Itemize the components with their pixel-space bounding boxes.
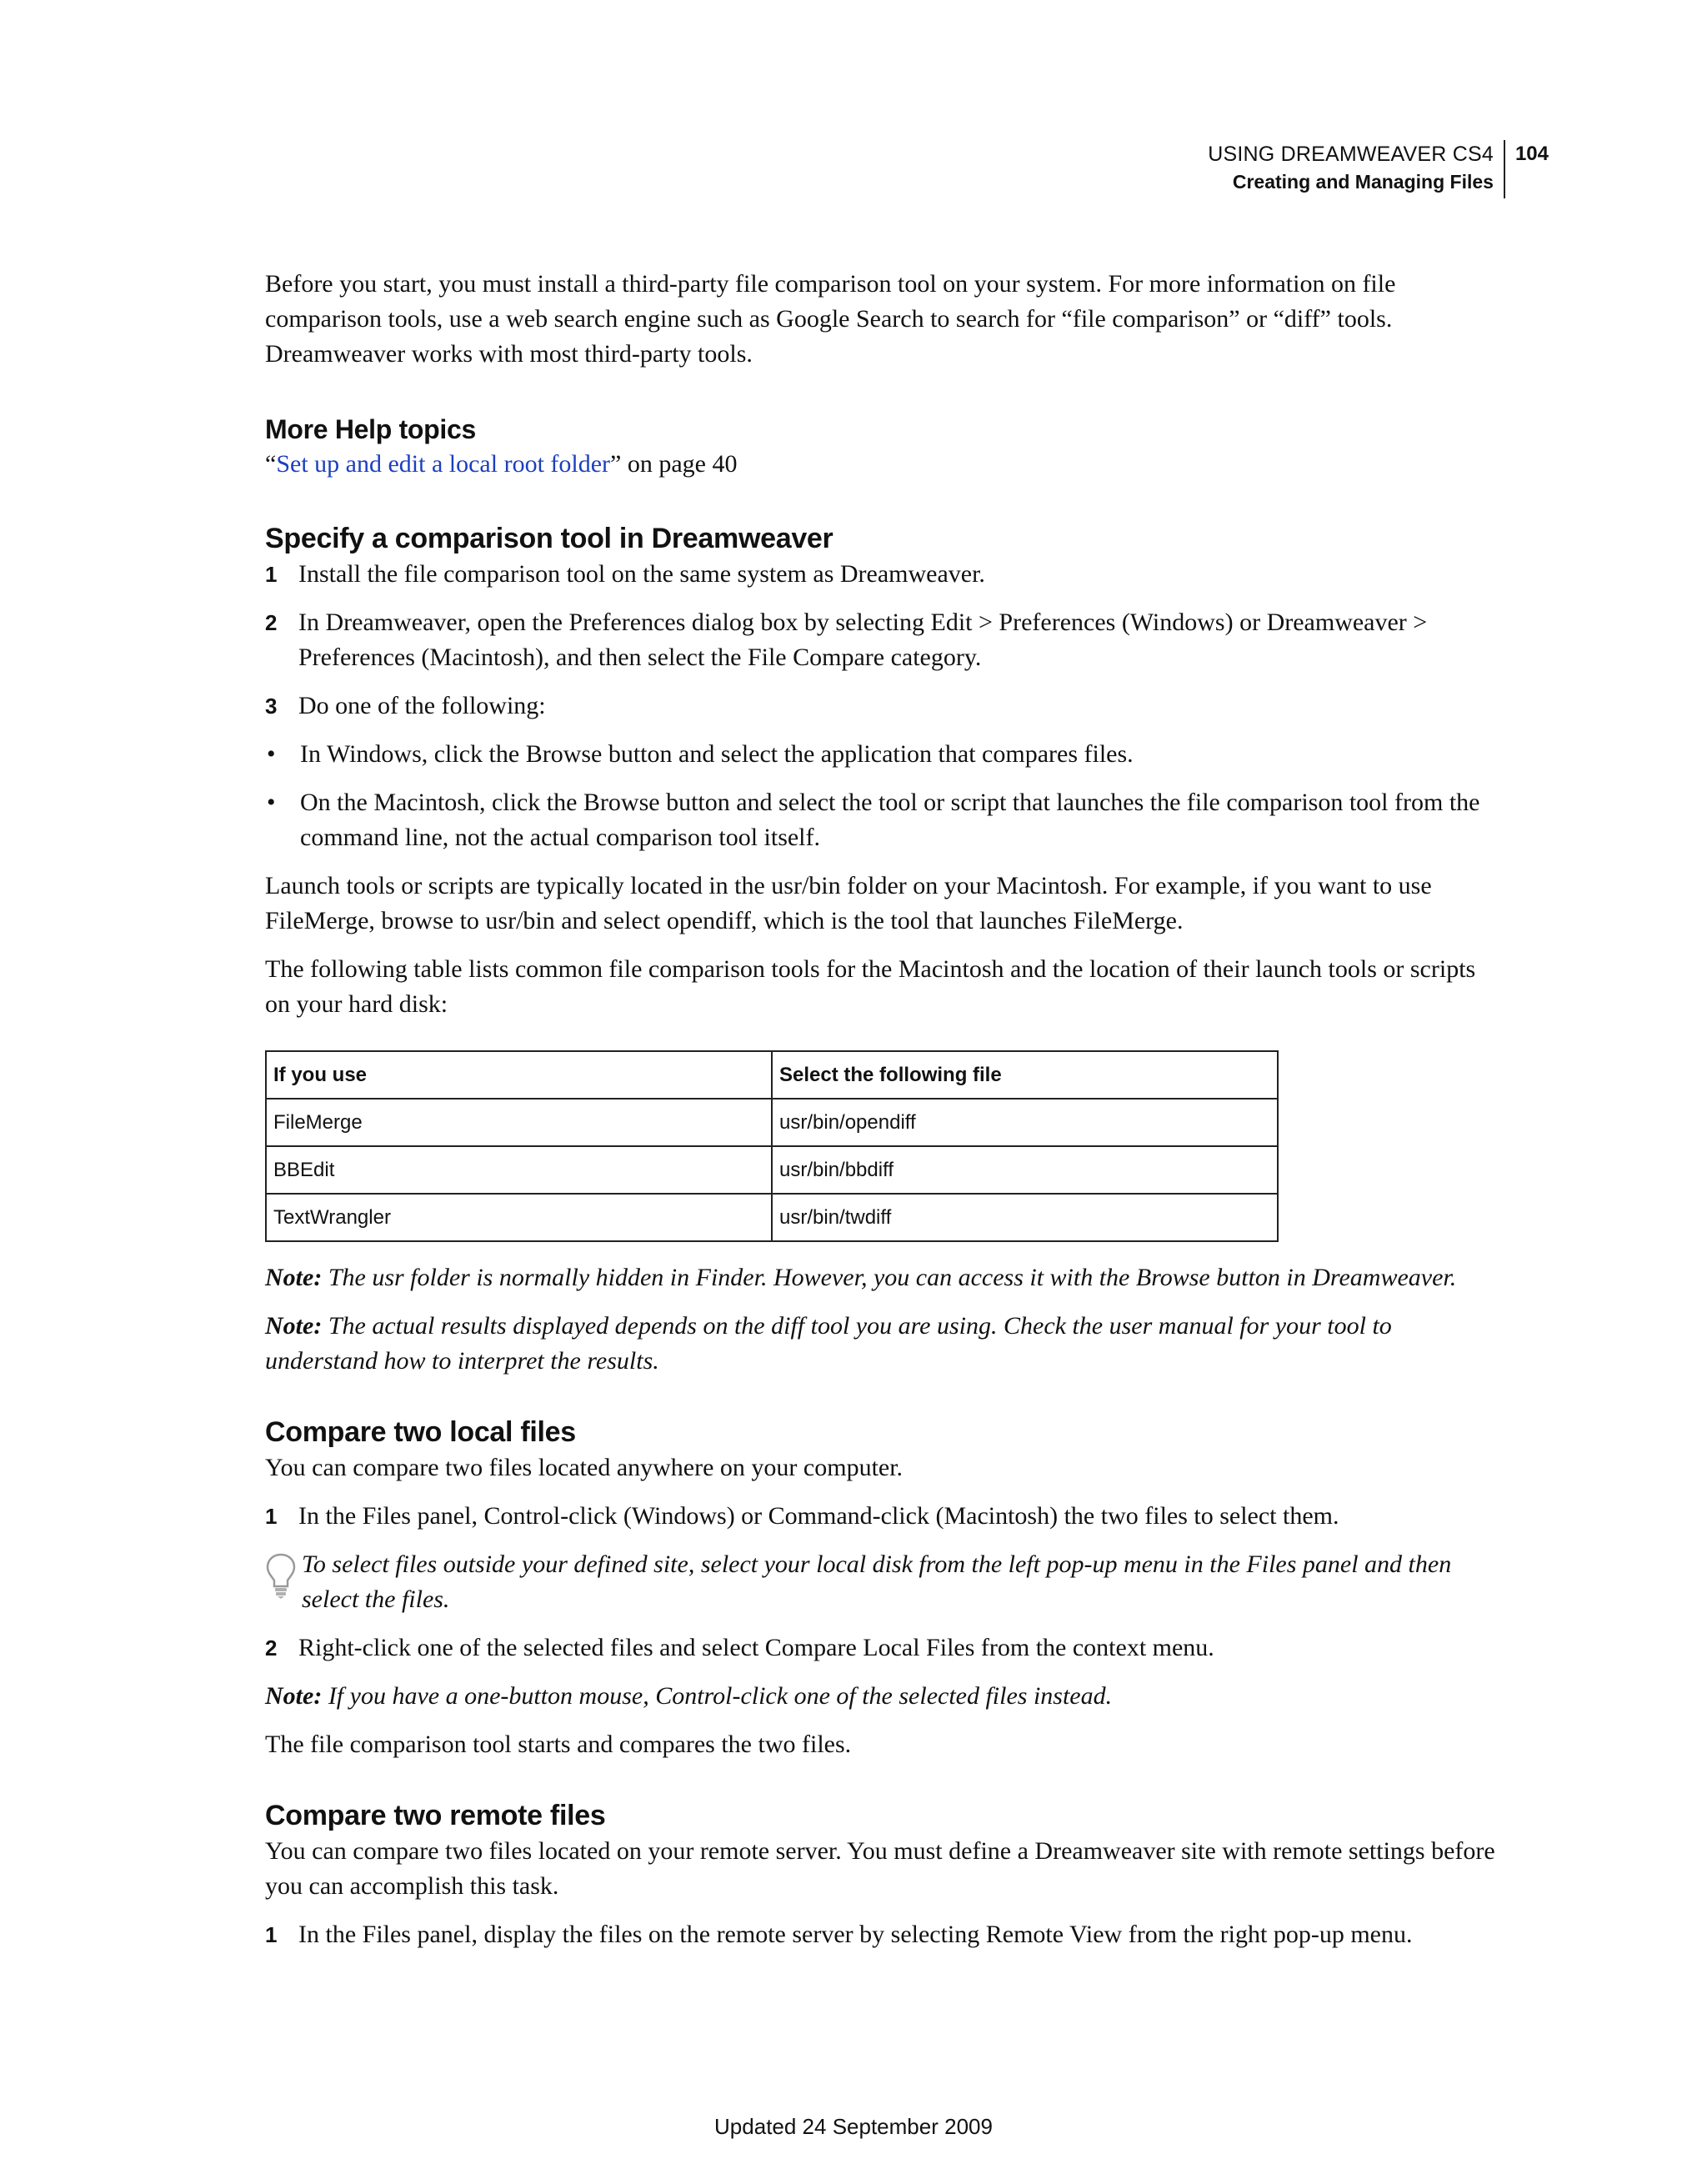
table-cell: BBEdit [266,1146,772,1194]
step-item [265,557,1499,592]
step-number: 1 [265,1922,278,1947]
running-header [1208,140,1549,198]
step-text: In the Files panel, Control-click (Windows) or Command-click (Macintosh) the two files to select them. [298,1502,1339,1530]
compare-remote-heading: Compare two remote files [265,1800,606,1831]
compare-local-heading: Compare two local files [265,1416,576,1448]
note-label: Note: [265,1264,323,1291]
table-cell: usr/bin/bbdiff [772,1146,1278,1194]
launch-tools-paragraph: Launch tools or scripts are typically located in the usr/bin folder on your Macintosh. For example, if you want to use FileMerge, browse to usr/bin and select opendiff, which is the tool that launches FileMerge. [265,872,1432,934]
note-text: The usr folder is normally hidden in Finder. However, you can access it with the Browse button in Dreamweaver. [322,1264,1457,1291]
note-label: Note: [265,1312,323,1340]
book-title: USING DREAMWEAVER CS4 [1208,143,1494,166]
step-item [265,1499,1499,1534]
step-item [265,605,1499,675]
bullet-mark: • [267,789,276,816]
table-row [266,1146,1278,1194]
note-one-button-mouse [265,1679,1499,1714]
comparison-tools-table [265,1050,1279,1242]
page-footer: Updated 24 September 2009 [714,2114,993,2139]
step-item [265,1630,1499,1666]
more-help-heading: More Help topics [265,414,477,444]
bullet-text: In Windows, click the Browse button and select the application that compares files. [300,740,1134,768]
step-item [265,1917,1499,1952]
running-header-text [1208,140,1505,198]
step-text: In Dreamweaver, open the Preferences dialog box by selecting Edit > Preferences (Windows) or Dreamweaver > Preferences (Macintosh), and then select the File Compare category. [298,609,1428,671]
table-header-row [266,1051,1278,1099]
note-label: Note: [265,1682,323,1710]
more-help-item [265,447,1499,482]
note-usr-folder [265,1260,1499,1295]
table-header-cell: If you use [266,1051,772,1099]
specify-tool-heading: Specify a comparison tool in Dreamweaver [265,523,833,554]
step-item [265,689,1499,724]
tip-text: To select files outside your defined site, select your local disk from the left pop-up menu in the Files panel and then select the files. [302,1550,1452,1613]
step-number: 1 [265,562,278,587]
table-cell: TextWrangler [266,1194,772,1241]
step-text: Install the file comparison tool on the same system as Dreamweaver. [298,560,985,588]
intro-paragraph: Before you start, you must install a third-party file comparison tool on your system. For more information on file comparison tools, use a web search engine such as Google Search to search for “file comparison” or “diff” tools. Dreamweaver works with most third-party tools. [265,270,1396,368]
page-number: 104 [1514,143,1549,165]
page-reference: ” on page 40 [610,450,738,478]
bullet-item [265,785,1499,855]
table-cell: FileMerge [266,1099,772,1146]
step-number: 2 [265,610,278,635]
step-number: 3 [265,694,278,719]
main-content [265,267,1499,1952]
step-text: Do one of the following: [298,692,546,719]
step-text: In the Files panel, display the files on the remote server by selecting Remote View from the right pop-up menu. [298,1921,1413,1948]
table-header-cell: Select the following file [772,1051,1278,1099]
step-text: Right-click one of the selected files and select Compare Local Files from the context menu. [298,1634,1214,1661]
table-intro-paragraph: The following table lists common file comparison tools for the Macintosh and the location of their launch tools or scripts on your hard disk: [265,955,1476,1018]
chapter-title: Creating and Managing Files [1232,171,1494,193]
table-cell: usr/bin/opendiff [772,1099,1278,1146]
step-number: 1 [265,1504,278,1529]
lightbulb-icon [265,1547,302,1617]
table-row [266,1099,1278,1146]
compare-local-outro: The file comparison tool starts and compares the two files. [265,1731,852,1758]
tip-block [265,1547,1499,1617]
step-number: 2 [265,1635,278,1661]
table-row [266,1194,1278,1241]
bullet-mark: • [267,740,276,768]
compare-remote-intro: You can compare two files located on your remote server. You must define a Dreamweaver site with remote settings before you can accomplish this task. [265,1837,1495,1900]
note-diff-results [265,1309,1499,1379]
local-root-folder-link[interactable]: Set up and edit a local root folder [276,450,611,478]
note-text: The actual results displayed depends on the diff tool you are using. Check the user manual for your tool to understand how to interpret the results. [265,1312,1392,1375]
bullet-text: On the Macintosh, click the Browse button and select the tool or script that launches the file comparison tool from the command line, not the actual comparison tool itself. [300,789,1480,851]
note-text: If you have a one-button mouse, Control-click one of the selected files instead. [322,1682,1113,1710]
compare-local-intro: You can compare two files located anywhere on your computer. [265,1454,904,1481]
table-cell: usr/bin/twdiff [772,1194,1278,1241]
open-quote: “ [265,450,277,478]
bullet-item [265,737,1499,772]
